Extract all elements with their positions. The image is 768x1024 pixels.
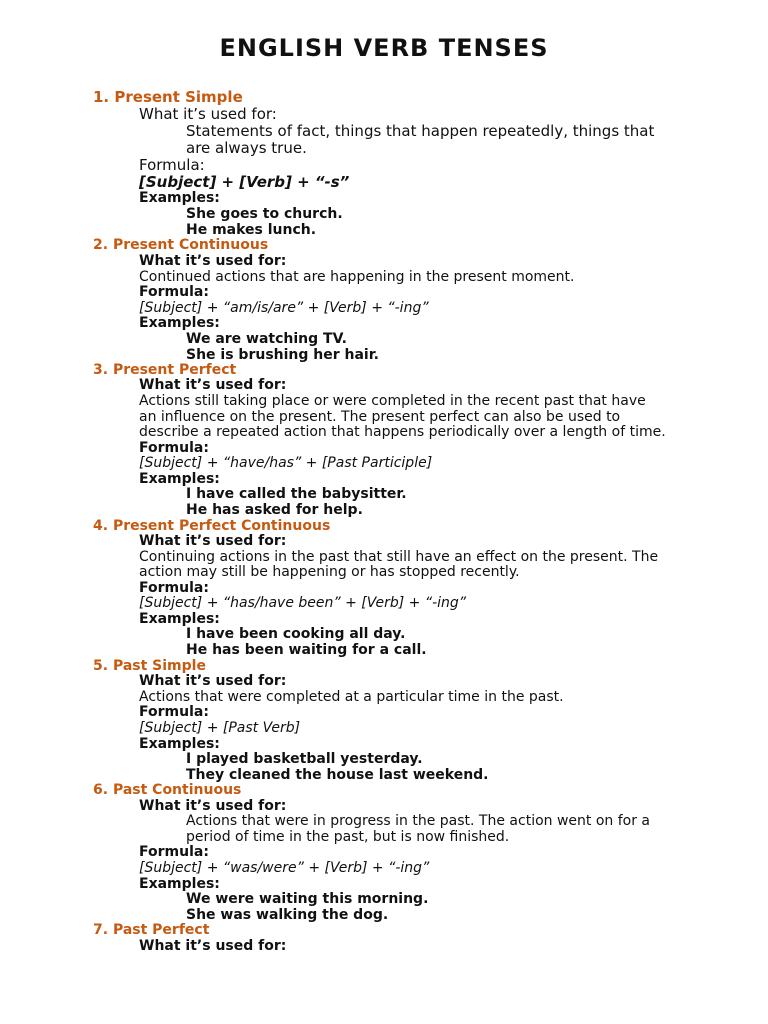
- examples-label: Examples:: [139, 190, 220, 206]
- formula-text: [Subject] + “has/have been” + [Verb] + “-ing”: [139, 595, 467, 611]
- formula-label: Formula:: [139, 844, 209, 860]
- formula-label: Formula:: [139, 156, 205, 174]
- section-number: 5.: [93, 658, 109, 674]
- examples-label: Examples:: [139, 471, 220, 487]
- section-name: Present Perfect: [112, 362, 237, 378]
- used-for-text: action may still be happening or has stopped recently.: [139, 564, 520, 580]
- formula-label: Formula:: [139, 284, 209, 300]
- example-sentence: I played basketball yesterday.: [186, 751, 423, 767]
- example-sentence: I have been cooking all day.: [186, 626, 406, 642]
- formula-text: [Subject] + [Verb] + “-s”: [139, 173, 350, 191]
- section-name: Past Continuous: [112, 782, 242, 798]
- used-for-text: period of time in the past, but is now finished.: [186, 829, 510, 845]
- formula-label: Formula:: [139, 440, 209, 456]
- used-for-text: an influence on the present. The present perfect can also be used to: [139, 409, 621, 425]
- formula-label: Formula:: [139, 704, 209, 720]
- used-for-label: What it’s used for:: [139, 253, 287, 269]
- formula-text: [Subject] + [Past Verb]: [139, 720, 301, 736]
- example-sentence: She was walking the dog.: [186, 907, 389, 923]
- used-for-label: What it’s used for:: [139, 533, 287, 549]
- used-for-text: Actions that were in progress in the past. The action went on for a: [186, 813, 651, 829]
- used-for-text: are always true.: [186, 139, 307, 157]
- example-sentence: He has been waiting for a call.: [186, 642, 427, 658]
- section-number: 3.: [93, 362, 109, 378]
- example-sentence: We were waiting this morning.: [186, 891, 429, 907]
- example-sentence: I have called the babysitter.: [186, 486, 407, 502]
- used-for-label: What it’s used for:: [139, 673, 287, 689]
- section-number: 4.: [93, 518, 109, 534]
- used-for-text: Continued actions that are happening in the present moment.: [139, 269, 575, 285]
- document-title: ENGLISH VERB TENSES: [219, 34, 549, 62]
- formula-text: [Subject] + “have/has” + [Past Participle]: [139, 455, 433, 471]
- section-heading-past-simple: [93, 658, 206, 674]
- formula-text: [Subject] + “am/is/are” + [Verb] + “-ing”: [139, 300, 429, 316]
- section-heading-present-continuous: [93, 237, 268, 253]
- section-heading-present-perfect: [93, 362, 236, 378]
- used-for-label: What it’s used for:: [139, 377, 287, 393]
- used-for-text: Continuing actions in the past that still have an effect on the present. The: [139, 549, 659, 565]
- examples-label: Examples:: [139, 315, 220, 331]
- section-number: 1.: [93, 88, 110, 106]
- section-number: 6.: [93, 782, 109, 798]
- section-name: Present Continuous: [112, 237, 269, 253]
- example-sentence: He has asked for help.: [186, 502, 363, 518]
- section-name: Past Perfect: [112, 922, 210, 938]
- used-for-text: Actions still taking place or were completed in the recent past that have: [139, 393, 646, 409]
- section-heading-past-continuous: [93, 782, 241, 798]
- examples-label: Examples:: [139, 876, 220, 892]
- example-sentence: She is brushing her hair.: [186, 347, 379, 363]
- section-name: Present Simple: [114, 88, 243, 106]
- used-for-label: What it’s used for:: [139, 938, 287, 954]
- used-for-text: describe a repeated action that happens periodically over a length of time.: [139, 424, 666, 440]
- section-number: 2.: [93, 237, 109, 253]
- used-for-text: Actions that were completed at a particular time in the past.: [139, 689, 564, 705]
- used-for-label: What it’s used for:: [139, 798, 287, 814]
- formula-label: Formula:: [139, 580, 209, 596]
- example-sentence: She goes to church.: [186, 206, 343, 222]
- example-sentence: They cleaned the house last weekend.: [186, 767, 489, 783]
- section-heading-present-simple: [93, 89, 243, 106]
- used-for-text: Statements of fact, things that happen repeatedly, things that: [186, 122, 655, 140]
- example-sentence: We are watching TV.: [186, 331, 347, 347]
- formula-text: [Subject] + “was/were” + [Verb] + “-ing”: [139, 860, 430, 876]
- example-sentence: He makes lunch.: [186, 222, 317, 238]
- section-heading-present-perfect-continuous: [93, 518, 330, 534]
- used-for-label: What it’s used for:: [139, 105, 277, 123]
- examples-label: Examples:: [139, 611, 220, 627]
- section-name: Present Perfect Continuous: [112, 518, 331, 534]
- section-name: Past Simple: [112, 658, 206, 674]
- section-number: 7.: [93, 922, 109, 938]
- examples-label: Examples:: [139, 736, 220, 752]
- section-heading-past-perfect: [93, 922, 209, 938]
